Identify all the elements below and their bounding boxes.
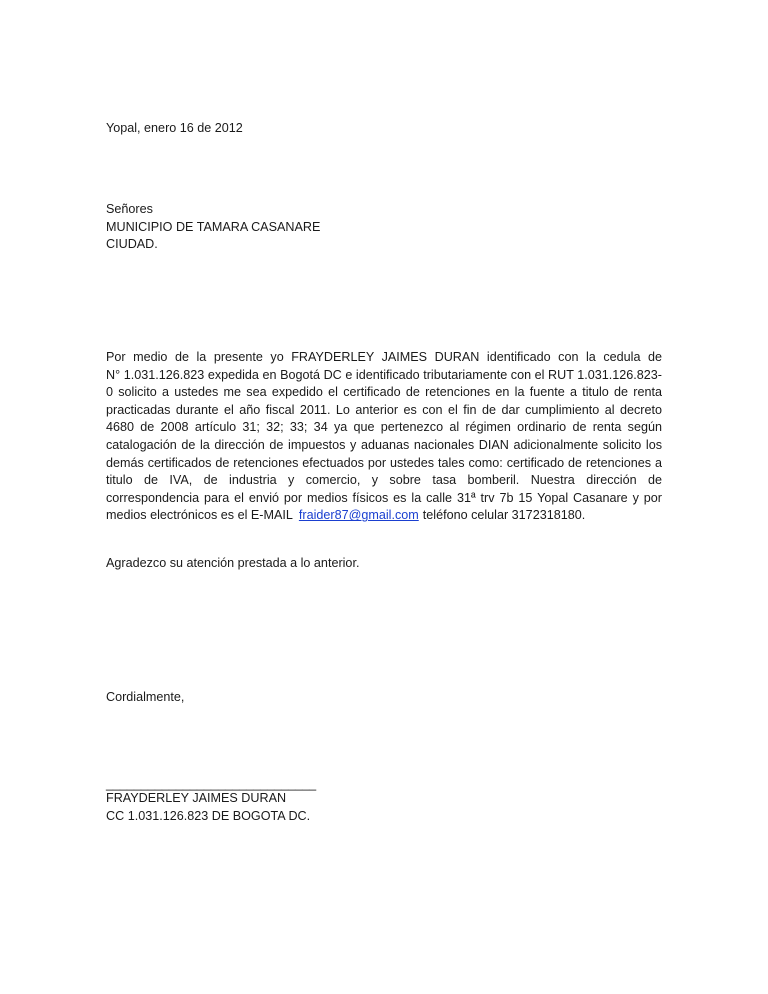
email-link[interactable]: fraider87@gmail.com (298, 508, 419, 523)
body-line: practicadas durante el año fiscal 2011. Lo anterior es con el fin de dar cumplimiento al decreto (106, 402, 662, 417)
body-line: 4680 de 2008 artículo 31; 32; 33; 34 ya que pertenezco al régimen ordinario de renta según (106, 420, 662, 435)
recipient-city: CIUDAD. (106, 237, 158, 252)
recipient-block (106, 201, 320, 254)
body-line: Por medio de la presente yo FRAYDERLEY JAIMES DURAN identificado con la cedula de (106, 350, 662, 364)
body-line: demás certificados de retenciones efectuados por ustedes tales como: certificado de retenciones a (106, 455, 662, 470)
body-line: correspondencia para el envió por medios físicos es la calle 31ª trv 7b 15 Yopal Casanare y por (106, 490, 662, 505)
signature-name: FRAYDERLEY JAIMES DURAN (106, 791, 287, 805)
body-line-text: teléfono celular 3172318180. (422, 508, 586, 523)
signature-id: CC 1.031.126.823 DE BOGOTA DC. (106, 808, 311, 823)
body-line: N° 1.031.126.823 expedida en Bogotá DC e identificado tributariamente con el RUT 1.031.126.823- (106, 367, 662, 382)
body-line: titulo de IVA, de industria y comercio, y sobre tasa bomberil. Nuestra dirección de (106, 473, 662, 488)
thanks-line: Agradezco su atención prestada a lo anterior. (106, 556, 360, 570)
closing-line: Cordialmente, (106, 690, 185, 704)
body-line: 0 solicito a ustedes me sea expedido el certificado de retenciones en la fuente a titulo de renta (106, 385, 662, 400)
body-last-line (106, 507, 662, 525)
body-line: catalogación de la dirección de impuestos y aduanas nacionales DIAN adicionalmente solicito los (106, 437, 662, 452)
letter-date: Yopal, enero 16 de 2012 (106, 121, 243, 135)
signature-rule: ______________________________ (106, 777, 317, 791)
recipient-salutation: Señores (106, 202, 153, 216)
body-line-text: medios electrónicos es el E-MAIL (106, 508, 293, 523)
signature-block (106, 790, 310, 825)
recipient-entity: MUNICIPIO DE TAMARA CASANARE (106, 219, 321, 234)
letter-body (106, 349, 662, 525)
